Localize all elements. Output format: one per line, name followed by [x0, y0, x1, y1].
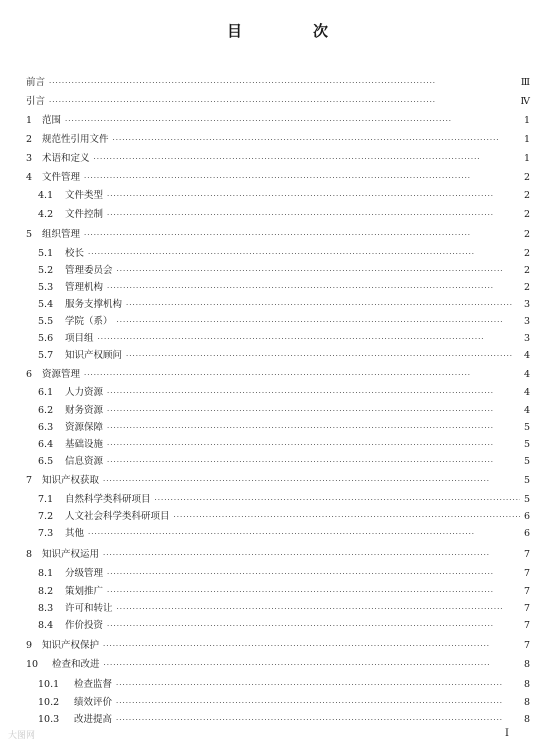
toc-entry-page: 3 [523, 299, 530, 310]
dot-leader [107, 585, 520, 599]
toc-entry-number: 5.5 [38, 316, 54, 327]
toc-entry-number: 6.4 [38, 439, 54, 450]
dot-leader [116, 678, 520, 692]
toc-entry-label: 分级管理 [65, 568, 104, 579]
toc-entry[interactable] [38, 527, 530, 541]
toc-entry-page: 5 [523, 422, 530, 433]
toc-entry-number: 2 [26, 134, 33, 145]
toc-entry-number: 5.1 [38, 248, 54, 259]
dot-leader [126, 349, 520, 363]
toc-entry-number: 5.2 [38, 265, 54, 276]
dot-leader [65, 114, 520, 128]
toc-entry-page: 7 [523, 586, 530, 597]
toc-entry-label: 组织管理 [42, 229, 81, 240]
dot-leader [116, 713, 520, 727]
toc-entry-label: 文件控制 [65, 209, 104, 220]
toc-entry-label: 术语和定义 [42, 153, 90, 164]
toc-entry-number: 1 [26, 115, 33, 126]
toc-entry-page: 8 [523, 714, 530, 725]
toc-entry-page: Ⅳ [520, 96, 530, 107]
toc-entry-label: 信息资源 [65, 456, 104, 467]
toc-entry-label: 许可和转让 [65, 603, 113, 614]
toc-entry[interactable] [38, 298, 530, 312]
toc-entry-page: 4 [523, 350, 530, 361]
toc-entry[interactable] [26, 152, 530, 166]
toc-entry-label: 资源管理 [42, 369, 81, 380]
toc-entry-page: 1 [523, 153, 530, 164]
toc-entry-label: 知识产权运用 [42, 549, 100, 560]
dot-leader [113, 133, 520, 147]
dot-leader [49, 95, 516, 109]
toc-entry[interactable] [26, 368, 530, 382]
toc-entry-page: 4 [523, 369, 530, 380]
toc-entry[interactable] [38, 208, 530, 222]
toc-entry-label: 管理机构 [65, 282, 104, 293]
toc-entry[interactable] [38, 264, 530, 278]
toc-entry[interactable] [26, 639, 530, 653]
toc-entry[interactable] [38, 349, 530, 363]
toc-entry-label: 规范性引用文件 [42, 134, 109, 145]
dot-leader [116, 696, 520, 710]
toc-entry-number: 6 [26, 369, 33, 380]
toc-entry-page: 5 [523, 475, 530, 486]
toc-entry[interactable] [38, 678, 530, 692]
toc-entry-label: 作价投资 [65, 620, 104, 631]
dot-leader [107, 386, 520, 400]
toc-entry-page: 7 [523, 620, 530, 631]
toc-entry-page: 8 [523, 659, 530, 670]
dot-leader [103, 639, 520, 653]
dot-leader [155, 493, 520, 507]
toc-entry-label: 文件管理 [42, 172, 81, 183]
dot-leader [84, 368, 520, 382]
toc-entry-page: 7 [523, 549, 530, 560]
toc-entry-page: 2 [523, 190, 530, 201]
toc-entry[interactable] [26, 95, 530, 109]
toc-entry-label: 知识产权顾问 [65, 350, 123, 361]
toc-entry-page: 2 [523, 229, 530, 240]
page-number: I [505, 728, 509, 739]
dot-leader [174, 510, 520, 524]
toc-entry-label: 校长 [65, 248, 85, 259]
toc-entry-page: 5 [523, 494, 530, 505]
toc-entry-number: 3 [26, 153, 33, 164]
toc-entry-number: 8.1 [38, 568, 54, 579]
toc-entry-page: 7 [523, 568, 530, 579]
dot-leader [107, 281, 520, 295]
toc-entry-label: 绩效评价 [74, 697, 113, 708]
toc-entry-number: 10 [26, 659, 39, 670]
dot-leader [107, 208, 520, 222]
toc-entry-number: 8.4 [38, 620, 54, 631]
toc-entry[interactable] [38, 315, 530, 329]
toc-entry[interactable] [38, 455, 530, 469]
dot-leader [117, 315, 520, 329]
toc-entry[interactable] [38, 696, 530, 710]
toc-entry-label: 基础设施 [65, 439, 104, 450]
dot-leader [103, 474, 520, 488]
toc-entry[interactable] [38, 332, 530, 346]
dot-leader [117, 264, 520, 278]
dot-leader [84, 171, 520, 185]
toc-entry-label: 人文社会科学类科研项目 [65, 511, 170, 522]
toc-entry[interactable] [38, 189, 530, 203]
toc-entry[interactable] [38, 713, 530, 727]
toc-entry-number: 8 [26, 549, 33, 560]
toc-entry-page: 1 [523, 134, 530, 145]
toc-entry[interactable] [26, 114, 530, 128]
toc-entry-label: 知识产权获取 [42, 475, 100, 486]
toc-entry[interactable] [26, 171, 530, 185]
toc-entry[interactable] [38, 619, 530, 633]
toc-entry-page: 2 [523, 209, 530, 220]
toc-entry-page: 3 [523, 316, 530, 327]
toc-entry-label: 人力资源 [65, 387, 104, 398]
toc-entry-number: 5.4 [38, 299, 54, 310]
toc-entry[interactable] [38, 567, 530, 581]
toc-entry-label: 检查监督 [74, 679, 113, 690]
toc-entry-number: 4 [26, 172, 33, 183]
toc-entry-page: 4 [523, 387, 530, 398]
toc-entry-number: 5.6 [38, 333, 54, 344]
dot-leader [84, 228, 520, 242]
toc-entry-label: 服务支撑机构 [65, 299, 123, 310]
toc-entry[interactable] [38, 510, 530, 524]
dot-leader [107, 567, 520, 581]
dot-leader [94, 152, 520, 166]
toc-entry-number: 4.1 [38, 190, 54, 201]
toc-entry-number: 7.3 [38, 528, 54, 539]
toc-entry-number: 5.7 [38, 350, 54, 361]
toc-entry-label: 改进提高 [74, 714, 113, 725]
dot-leader [88, 527, 520, 541]
toc-entry-label: 范围 [42, 115, 62, 126]
toc-entry[interactable] [38, 493, 530, 507]
toc-entry-number: 4.2 [38, 209, 54, 220]
toc-entry-number: 5 [26, 229, 33, 240]
toc-entry-number: 8.2 [38, 586, 54, 597]
toc-entry-label: 检查和改进 [52, 659, 100, 670]
dot-leader [107, 421, 520, 435]
dot-leader [126, 298, 520, 312]
toc-entry-page: 7 [523, 640, 530, 651]
dot-leader [107, 189, 520, 203]
toc-entry-number: 7 [26, 475, 33, 486]
toc-entry-number: 6.3 [38, 422, 54, 433]
toc-entry-label: 自然科学类科研项目 [65, 494, 151, 505]
toc-entry[interactable] [26, 548, 530, 562]
toc-entry[interactable] [38, 404, 530, 418]
toc-entry[interactable] [38, 585, 530, 599]
toc-entry-page: 2 [523, 172, 530, 183]
dot-leader [103, 548, 520, 562]
toc-entry-page: 1 [523, 115, 530, 126]
toc-entry-page: 8 [523, 697, 530, 708]
toc-entry-label: 其他 [65, 528, 85, 539]
toc-entry[interactable] [38, 602, 530, 616]
toc-entry-label: 项目组 [65, 333, 94, 344]
toc-entry-label: 前言 [26, 77, 46, 88]
toc-entry-label: 文件类型 [65, 190, 104, 201]
dot-leader [104, 658, 520, 672]
dot-leader [107, 455, 520, 469]
toc-entry-number: 10.3 [38, 714, 60, 725]
toc-entry[interactable] [38, 247, 530, 261]
toc-entry-label: 财务资源 [65, 405, 104, 416]
toc-entry-page: 6 [523, 528, 530, 539]
toc-entry-number: 6.1 [38, 387, 54, 398]
dot-leader [98, 332, 520, 346]
toc-entry[interactable] [38, 386, 530, 400]
toc-entry[interactable] [26, 474, 530, 488]
toc-entry-label: 知识产权保护 [42, 640, 100, 651]
toc-entry[interactable] [26, 658, 530, 672]
toc-entry-number: 10.1 [38, 679, 60, 690]
toc-entry-page: 4 [523, 405, 530, 416]
toc-entry-number: 9 [26, 640, 33, 651]
toc-entry-page: 2 [523, 282, 530, 293]
toc-entry-label: 策划推广 [65, 586, 104, 597]
watermark: 大图网 [8, 731, 36, 741]
dot-leader [107, 404, 520, 418]
dot-leader [49, 76, 517, 90]
toc-entry-number: 6.2 [38, 405, 54, 416]
toc-entry-number: 5.3 [38, 282, 54, 293]
dot-leader [107, 438, 520, 452]
toc-entry[interactable] [38, 421, 530, 435]
toc-entry-page: 5 [523, 439, 530, 450]
toc-entry[interactable] [26, 133, 530, 147]
toc-entry-label: 资源保障 [65, 422, 104, 433]
toc-entry-page: 2 [523, 265, 530, 276]
toc-entry-number: 7.2 [38, 511, 54, 522]
toc-entry-page: 7 [523, 603, 530, 614]
toc-entry-number: 6.5 [38, 456, 54, 467]
toc-title: 目 次 [226, 22, 356, 40]
toc-entry-page: 3 [523, 333, 530, 344]
toc-entry-number: 10.2 [38, 697, 60, 708]
toc-entry-page: Ⅲ [520, 77, 530, 88]
dot-leader [117, 602, 520, 616]
toc-entry-number: 7.1 [38, 494, 54, 505]
toc-entry[interactable] [26, 228, 530, 242]
toc-entry-number: 8.3 [38, 603, 54, 614]
toc-entry[interactable] [26, 76, 530, 90]
toc-entry-page: 8 [523, 679, 530, 690]
dot-leader [107, 619, 520, 633]
toc-entry-page: 6 [523, 511, 530, 522]
dot-leader [88, 247, 520, 261]
toc-entry-label: 管理委员会 [65, 265, 113, 276]
toc-entry-label: 引言 [26, 96, 46, 107]
toc-entry-page: 5 [523, 456, 530, 467]
toc-entry[interactable] [38, 281, 530, 295]
toc-entry-label: 学院（系） [65, 316, 113, 327]
toc-entry-page: 2 [523, 248, 530, 259]
toc-entry[interactable] [38, 438, 530, 452]
